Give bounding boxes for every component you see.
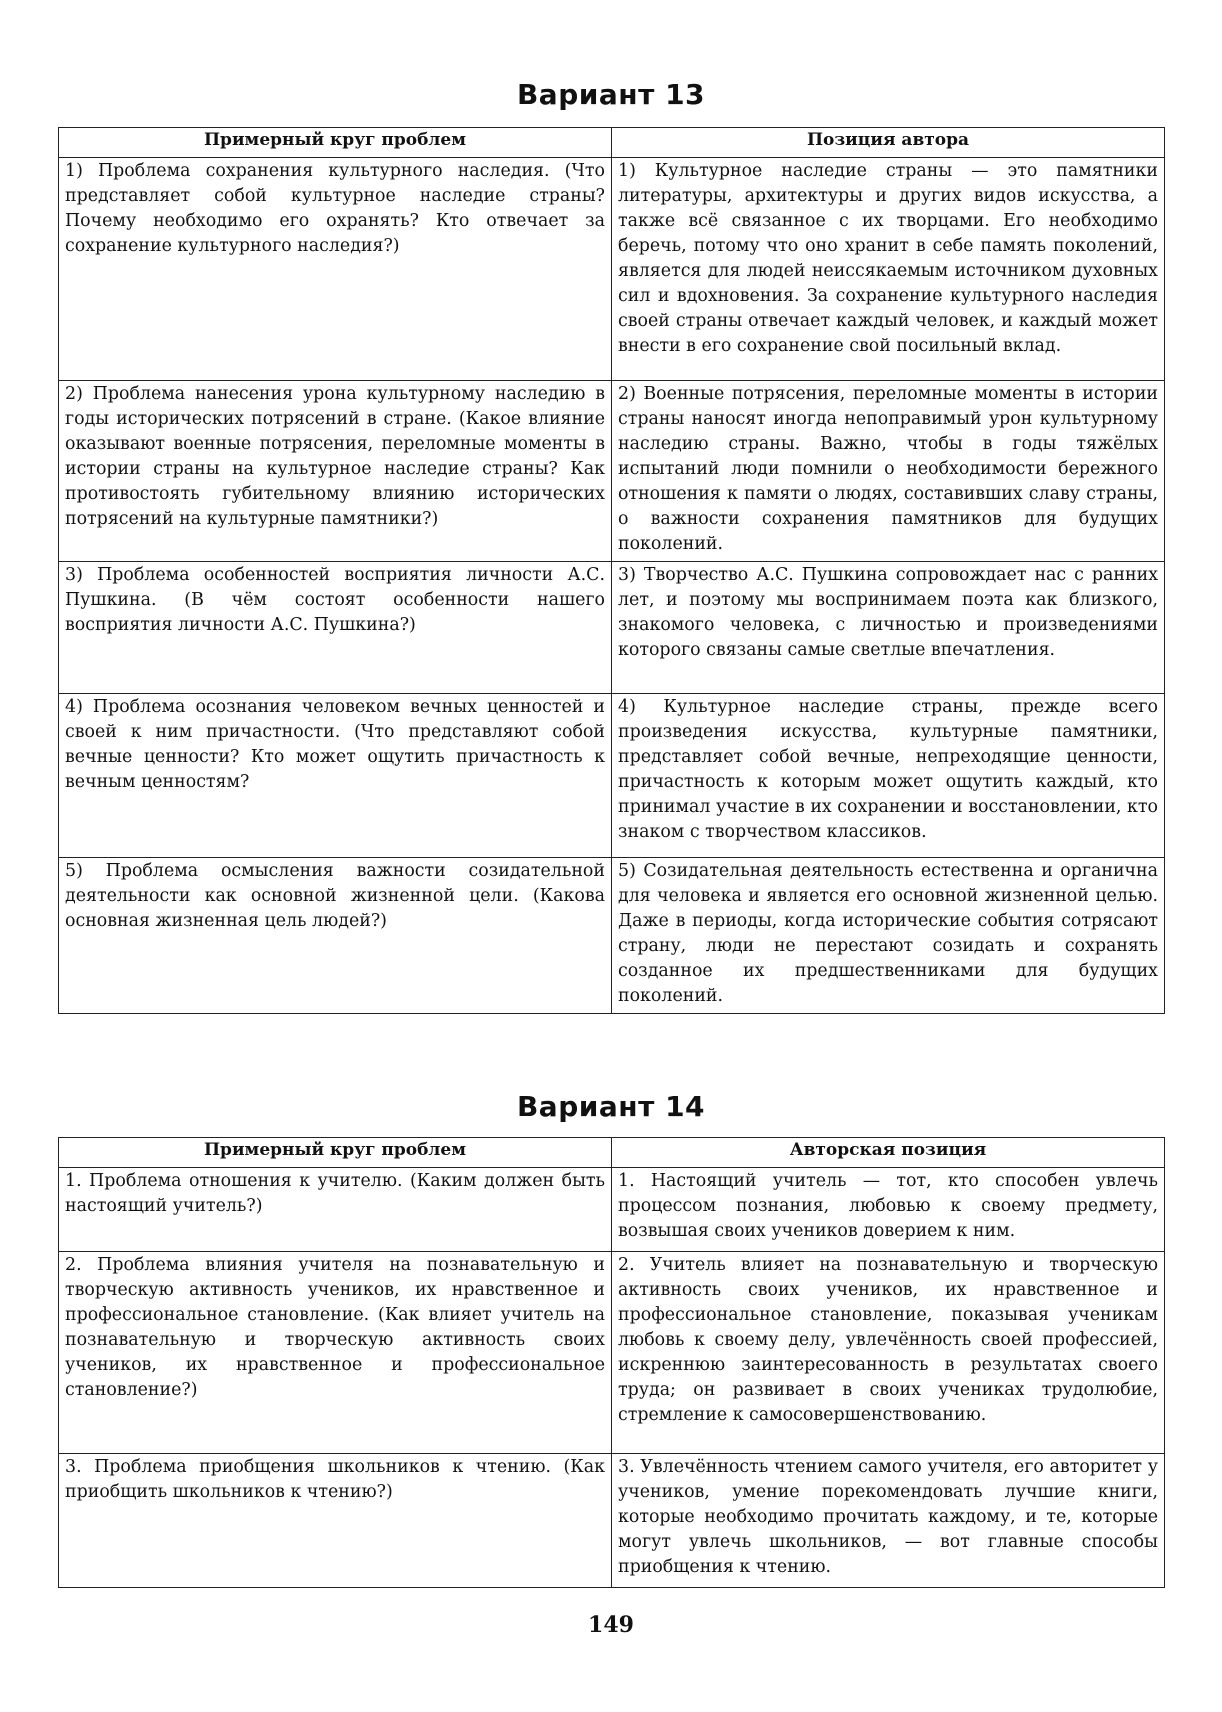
position-cell: 2. Учитель влияет на познавательную и творческую активность своих учеников, их нравственное и профессиональное становление, показывая ученикам любовь к своему делу, увлечённость своей профессией, искреннюю заинтересованность в результатах своего труда; он развивает в своих учениках трудолюбие, стремление к самосовершенствованию. [612,1252,1165,1454]
table-row [59,1252,1165,1454]
table-row [59,562,1165,694]
table-header-row [59,128,1165,158]
problem-cell: 4) Проблема осознания человеком вечных ценностей и своей к ним причастности. (Что представляют собой вечные ценности? Кто может ощутить причастность к вечным ценностям? [59,694,612,858]
problem-cell: 2) Проблема нанесения урона культурному наследию в годы исторических потрясений в стране. (Какое влияние оказывают военные потрясения, переломные моменты в истории страны на культурное наследие страны? Как противостоять губительному влиянию исторических потрясений на культурные памятники?) [59,381,612,562]
column-header-author-position: Позиция автора [612,128,1165,158]
position-cell: 2) Военные потрясения, переломные моменты в истории страны наносят иногда непоправимый урон культурному наследию страны. Важно, чтобы в годы тяжёлых испытаний люди помнили о необходимости бережного отношения к памяти о людях, составивших славу страны, о важности сохранения памятников для будущих поколений. [612,381,1165,562]
table-row [59,381,1165,562]
table-row [59,694,1165,858]
problem-cell: 5) Проблема осмысления важности созидательной деятельности как основной жизненной цели. (Какова основная жизненная цель людей?) [59,858,612,1014]
table-row [59,858,1165,1014]
table-header-row [59,1138,1165,1168]
column-header-author-position: Авторская позиция [612,1138,1165,1168]
position-cell: 3) Творчество А.С. Пушкина сопровождает нас с ранних лет, и поэтому мы воспринимаем поэта как близкого, знакомого человека, с личностью и произведениями которого связаны самые светлые впечатления. [612,562,1165,694]
table-row [59,158,1165,381]
table-row [59,1168,1165,1252]
problem-cell: 1. Проблема отношения к учителю. (Каким должен быть настоящий учитель?) [59,1168,612,1252]
variant-14-title: Вариант 14 [516,1090,706,1123]
position-cell: 3. Увлечённость чтением самого учителя, его авторитет у учеников, умение порекомендовать лучшие книги, которые необходимо прочитать каждому, и те, которые могут увлечь школьников, — вот главные способы приобщения к чтению. [612,1454,1165,1588]
problem-cell: 3. Проблема приобщения школьников к чтению. (Как приобщить школьников к чтению?) [59,1454,612,1588]
variant-13-table [58,127,1165,1014]
problem-cell: 3) Проблема особенностей восприятия личности А.С. Пушкина. (В чём состоят особенности нашего восприятия личности А.С. Пушкина?) [59,562,612,694]
page-number: 149 [588,1612,634,1638]
position-cell: 4) Культурное наследие страны, прежде всего произведения искусства, культурные памятники, представляет собой вечные, непреходящие ценности, причастность к которым может ощутить каждый, кто принимал участие в их сохранении и восстановлении, кто знаком с творчеством классиков. [612,694,1165,858]
problem-cell: 2. Проблема влияния учителя на познавательную и творческую активность учеников, их нравственное и профессиональное становление. (Как влияет учитель на познавательную и творческую активность своих учеников, их нравственное и профессиональное становление?) [59,1252,612,1454]
position-cell: 1. Настоящий учитель — тот, кто способен увлечь процессом познания, любовью к своему предмету, возвышая своих учеников доверием к ним. [612,1168,1165,1252]
variant-13-title: Вариант 13 [516,78,706,111]
position-cell: 1) Культурное наследие страны — это памятники литературы, архитектуры и других видов искусства, а также всё связанное с их творцами. Его необходимо беречь, потому что оно хранит в себе память поколений, является для людей неиссякаемым источником духовных сил и вдохновения. За сохранение культурного наследия своей страны отвечает каждый человек, и каждый может внести в его сохранение свой посильный вклад. [612,158,1165,381]
table-row [59,1454,1165,1588]
position-cell: 5) Созидательная деятельность естественна и органична для человека и является его основной жизненной целью. Даже в периоды, когда исторические события сотрясают страну, люди не перестают созидать и сохранять созданное их предшественниками для будущих поколений. [612,858,1165,1014]
problem-cell: 1) Проблема сохранения культурного наследия. (Что представляет собой культурное наследие страны? Почему необходимо его охранять? Кто отвечает за сохранение культурного наследия?) [59,158,612,381]
column-header-problems: Примерный круг проблем [59,128,612,158]
variant-14-table [58,1137,1165,1588]
column-header-problems: Примерный круг проблем [59,1138,612,1168]
